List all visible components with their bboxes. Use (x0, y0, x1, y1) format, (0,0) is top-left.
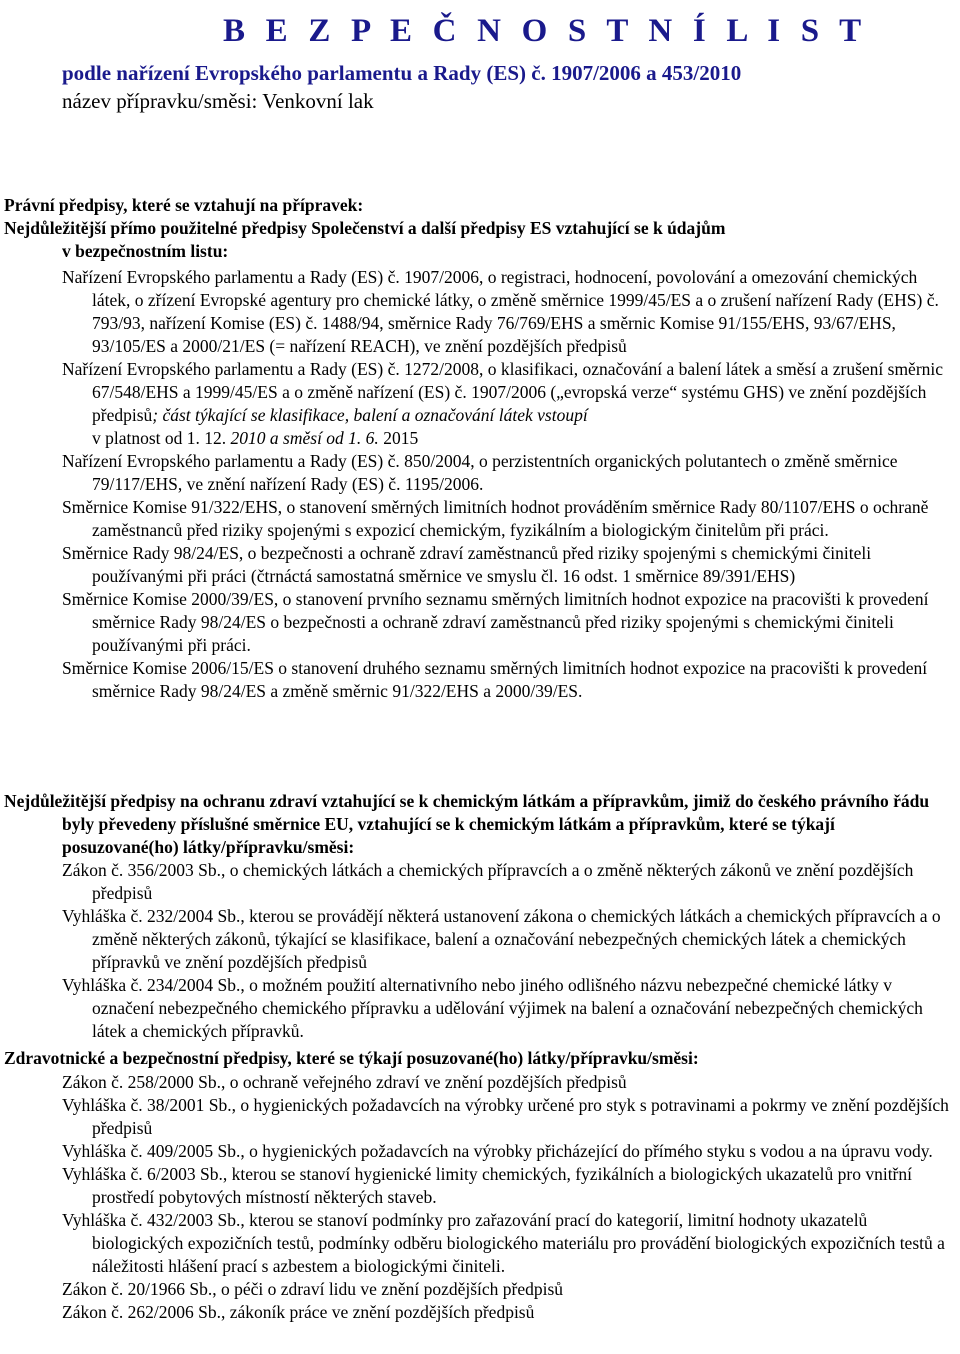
health-regulations (4, 1047, 954, 1070)
clp-italic-2: 2010 a směsí od 1. 6. (230, 428, 384, 448)
list-item: Nařízení Evropského parlamentu a Rady (ES) č. 850/2004, o perzistentních organických polutantech o změně směrnice 79/117/EHS, ve znění nařízení Rady (ES) č. 1195/2006. (62, 451, 898, 494)
list-item: Směrnice Rady 98/24/ES, o bezpečnosti a ochraně zdraví zaměstnanců před riziky spojenými s chemickými činiteli používanými při práci (čtrnáctá samostatná směrnice ve smyslu čl. 16 odst. 1 směrnice 89/391/EHS) (62, 543, 872, 586)
list-item: Směrnice Komise 2006/15/ES o stanovení druhého seznamu směrných limitních hodnot expozice na pracovišti k provedení směrnice Rady 98/24/ES a změně směrnic 91/322/EHS a 2000/39/ES. (62, 658, 928, 701)
list-item: Vyhláška č. 432/2003 Sb., kterou se stanoví podmínky pro zařazování prací do kategorií, limitní hodnoty ukazatelů biologických expozičních testů, podmínky odběru biologického materiálu pro provádění biologických expozičních testů a náležitosti hlášení prací s azbestem a biologickými činiteli. (62, 1210, 945, 1276)
list-item-clp (0, 358, 958, 450)
regulation-subtitle: podle nařízení Evropského parlamentu a Rady (ES) č. 1907/2006 a 453/2010 (62, 61, 742, 85)
product-name: název přípravku/směsi: Venkovní lak (62, 89, 374, 113)
clp-mid: v platnost od 1. 12. (92, 428, 231, 448)
eu-regulations-list (0, 266, 958, 703)
health-heading: Zdravotnické a bezpečnostní předpisy, které se týkají posuzované(ho) látky/přípravku/směsi: (4, 1048, 699, 1068)
list-item: Zákon č. 258/2000 Sb., o ochraně veřejného zdraví ve znění pozdějších předpisů (62, 1072, 627, 1092)
list-item: Směrnice Komise 91/322/EHS, o stanovení směrných limitních hodnot prováděním směrnice Rady 80/1107/EHS o ochraně zaměstnanců před riziky spojenými s expozicí chemickým, fyzikálním a biologickým činitelům při práci. (62, 497, 929, 540)
legal-section (4, 194, 954, 263)
list-item: Vyhláška č. 38/2001 Sb., o hygienických požadavcích na výrobky určené pro styk s potravinami a pokrmy ve znění pozdějších předpisů (62, 1095, 949, 1138)
clp-text: Nařízení Evropského parlamentu a Rady (ES) č. 1272/2008, o klasifikaci, označování a balení látek a směsí a zrušení směrnic 67/548/EHS a 1999/45/ES a o změně nařízení (ES) č. 1907/2006 („evropská verze“ systému GHS) ve znění pozdějších předpisů (62, 359, 944, 425)
cz-regulations-list (0, 859, 958, 1043)
list-item: Vyhláška č. 409/2005 Sb., o hygienických požadavcích na výrobky přicházející do přímého styku s vodou a na úpravu vody. (62, 1141, 933, 1161)
section-subheading-line1: Nejdůležitější přímo použitelné předpisy Společenství a další předpisy ES vztahující se k údajům (4, 218, 726, 238)
list-item: Směrnice Komise 2000/39/ES, o stanovení prvního seznamu směrných limitních hodnot expozice na pracovišti k provedení směrnice Rady 98/24/ES o bezpečnosti a ochraně zdraví zaměstnanců před riziky spojenými s chemickými činiteli používanými při práci. (62, 589, 929, 655)
list-item: Vyhláška č. 6/2003 Sb., kterou se stanoví hygienické limity chemických, fyzikálních a biologických ukazatelů pro vnitřní prostředí pobytových místností některých staveb. (62, 1164, 912, 1207)
list-item: Vyhláška č. 232/2004 Sb., kterou se provádějí některá ustanovení zákona o chemických látkách a chemických přípravcích a o změně některých zákonů, týkající se klasifikace, balení a označování nebezpečných chemických látek a chemických přípravků ve znění pozdějších předpisů (62, 906, 941, 972)
clp-end: 2015 (383, 428, 419, 448)
cz-heading: Nejdůležitější předpisy na ochranu zdraví vztahující se k chemickým látkám a přípravkům, jimiž do českého právního řádu byly převedeny příslušné směrnice EU, vztahující se k chemickým látkám a přípravkům, které se týkají posuzované(ho) látky/přípravku/směsi: (4, 791, 930, 857)
list-item: Nařízení Evropského parlamentu a Rady (ES) č. 1907/2006, o registraci, hodnocení, povolování a omezování chemických látek, o zřízení Evropské agentury pro chemické látky, o změně směrnice 1999/45/ES a o zrušení nařízení Rady (EHS) č. 793/93, nařízení Komise (ES) č. 1488/94, směrnice Rady 76/769/EHS a směrnic Komise 91/155/EHS, 93/67/EHS, 93/105/ES a 2000/21/ES (= nařízení REACH), ve znění pozdějších předpisů (62, 267, 939, 356)
list-item: Zákon č. 262/2006 Sb., zákoník práce ve znění pozdějších předpisů (62, 1302, 535, 1322)
clp-italic-1: ; část týkající se klasifikace, balení a označování látek vstoupí (152, 405, 588, 425)
list-item: Zákon č. 356/2003 Sb., o chemických látkách a chemických přípravcích a o změně některých zákonů ve znění pozdějších předpisů (62, 860, 914, 903)
document-title: B E Z P E Č N O S T N Í L I S T (223, 13, 868, 49)
section-heading: Právní předpisy, které se vztahují na přípravek: (4, 195, 364, 215)
list-item: Zákon č. 20/1966 Sb., o péči o zdraví lidu ve znění pozdějších předpisů (62, 1279, 564, 1299)
section-subheading-line2: v bezpečnostním listu: (62, 241, 229, 261)
health-regulations-list (0, 1071, 958, 1324)
list-item: Vyhláška č. 234/2004 Sb., o možném použití alternativního nebo jiného odlišného názvu nebezpečné chemické látky v označení nebezpečného chemického přípravku a udělování výjimek na balení a označování nebezpečných chemických látek a chemických přípravků. (62, 975, 923, 1041)
cz-regulations (4, 790, 954, 859)
